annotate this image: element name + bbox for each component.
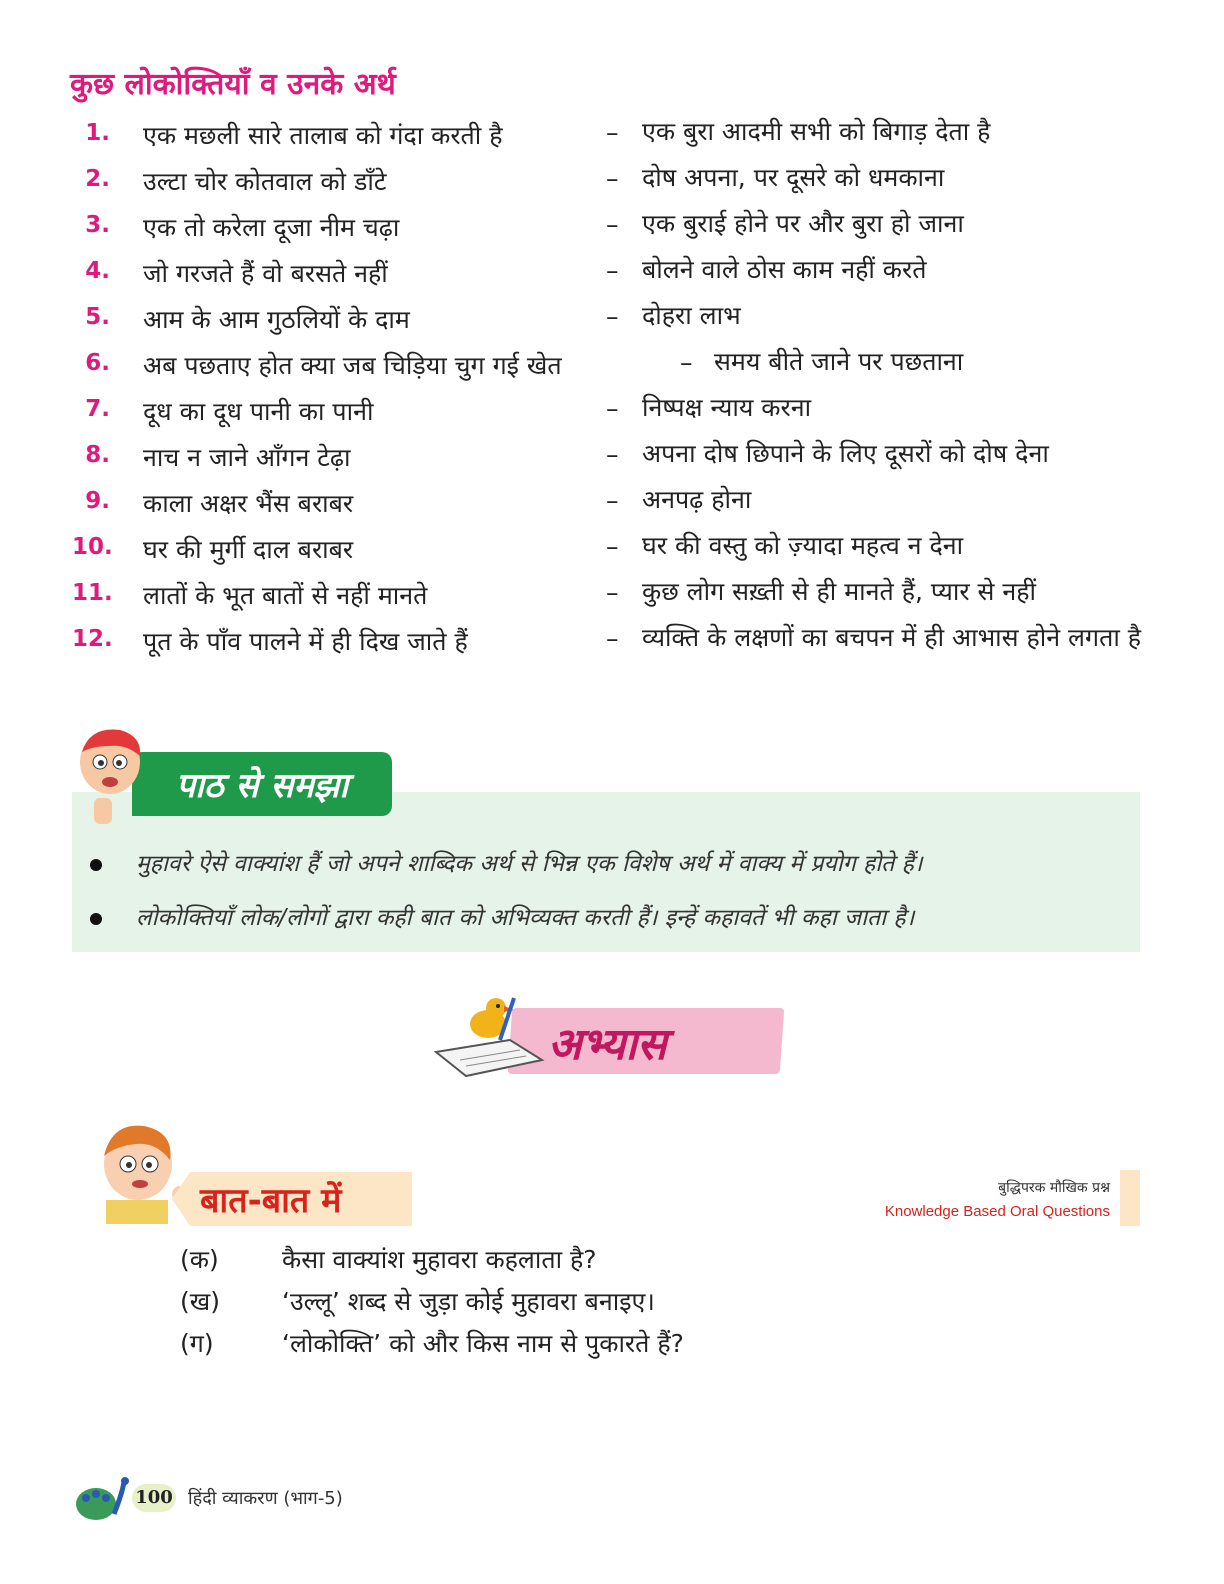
proverb-meaning: एक बुराई होने पर और बुरा हो जाना (642, 209, 964, 238)
proverb-text: लातों के भूत बातों से नहीं मानते (143, 581, 428, 610)
item-number: 3. (85, 212, 110, 238)
proverb-text: आम के आम गुठलियों के दाम (143, 305, 410, 334)
item-number: 8. (85, 442, 110, 468)
list-item (0, 250, 1224, 296)
peacock-icon (74, 1474, 134, 1522)
summary-bullet (90, 846, 923, 878)
proverb-meaning: दोष अपना, पर दूसरे को धमकाना (642, 163, 945, 192)
question-label: (ख) (180, 1287, 220, 1316)
item-number: 7. (85, 396, 110, 422)
proverb-meaning: समय बीते जाने पर पछताना (714, 347, 964, 376)
separator-dash: – (606, 440, 619, 469)
proverb-text: एक तो करेला दूजा नीम चढ़ा (143, 213, 400, 242)
list-item (0, 112, 1224, 158)
list-item (0, 342, 1224, 388)
proverb-text: एक मछली सारे तालाब को गंदा करती है (143, 121, 503, 150)
list-item (0, 526, 1224, 572)
proverb-text: जो गरजते हैं वो बरसते नहीं (143, 259, 388, 288)
proverb-text: घर की मुर्गी दाल बराबर (143, 535, 354, 564)
oral-subtitle-english: Knowledge Based Oral Questions (884, 1203, 1110, 1220)
question-text: ‘लोकोक्ति’ को और किस नाम से पुकारते हैं? (282, 1329, 684, 1358)
question-label: (ग) (180, 1329, 214, 1358)
question-item (180, 1242, 597, 1276)
separator-dash: – (606, 486, 619, 515)
proverb-text: अब पछताए होत क्या जब चिड़िया चुग गई खेत (143, 351, 562, 380)
oral-subtitle-hindi: बुद्धिपरक मौखिक प्रश्न (998, 1180, 1110, 1196)
summary-title: पाठ से समझा (132, 752, 392, 816)
title-arrow-shape (172, 1172, 190, 1226)
item-number: 1. (85, 120, 110, 146)
list-item (0, 434, 1224, 480)
list-item (0, 480, 1224, 526)
proverb-text: पूत के पाँव पालने में ही दिख जाते हैं (143, 627, 468, 656)
proverb-meaning: दोहरा लाभ (642, 301, 741, 330)
separator-dash: – (606, 210, 619, 239)
item-number: 5. (85, 304, 110, 330)
proverb-text: नाच न जाने आँगन टेढ़ा (143, 443, 351, 472)
proverb-meaning: व्यक्ति के लक्षणों का बचपन में ही आभास होने लगता है (642, 623, 1142, 652)
item-number: 4. (85, 258, 110, 284)
separator-dash: – (606, 164, 619, 193)
separator-dash: – (606, 118, 619, 147)
proverb-meaning: बोलने वाले ठोस काम नहीं करते (642, 255, 927, 284)
question-text: ‘उल्लू’ शब्द से जुड़ा कोई मुहावरा बनाइए। (282, 1287, 655, 1316)
question-item (180, 1326, 684, 1360)
proverb-meaning: निष्पक्ष न्याय करना (642, 393, 812, 422)
oral-side-bar (1120, 1170, 1140, 1226)
list-item (0, 572, 1224, 618)
section-heading: कुछ लोकोक्तियाँ व उनके अर्थ (70, 67, 396, 102)
item-number: 6. (85, 350, 110, 376)
question-text: कैसा वाक्यांश मुहावरा कहलाता है? (282, 1245, 597, 1274)
page-number: 100 (132, 1484, 176, 1512)
proverb-meaning: एक बुरा आदमी सभी को बिगाड़ देता है (642, 117, 991, 146)
proverb-meaning: अनपढ़ होना (642, 485, 752, 514)
separator-dash: – (680, 348, 693, 377)
proverb-text: दूध का दूध पानी का पानी (143, 397, 374, 426)
list-item (0, 158, 1224, 204)
bullet-text: लोकोक्तियाँ लोक/लोगों द्वारा कही बात को अभिव्यक्त करती हैं। इन्हें कहावतें भी कहा जाता है। (136, 905, 915, 931)
item-number: 11. (72, 580, 113, 606)
bird-writing-illustration (430, 990, 550, 1080)
oral-section-title: बात-बात में (200, 1181, 342, 1221)
bullet-icon (90, 859, 102, 871)
separator-dash: – (606, 578, 619, 607)
list-item (0, 204, 1224, 250)
question-label: (क) (180, 1245, 219, 1274)
separator-dash: – (606, 256, 619, 285)
summary-bullet (90, 900, 914, 932)
exercise-title: अभ्यास (548, 1019, 667, 1070)
proverb-text: काला अक्षर भैंस बराबर (143, 489, 354, 518)
list-item (0, 296, 1224, 342)
book-title: हिंदी व्याकरण (भाग-5) (188, 1488, 343, 1509)
bullet-text: मुहावरे ऐसे वाक्यांश हैं जो अपने शाब्दिक अर्थ से भिन्न एक विशेष अर्थ में वाक्य में प्रयोग होते हैं। (136, 851, 923, 877)
separator-dash: – (606, 394, 619, 423)
list-item (0, 618, 1224, 706)
list-item (0, 388, 1224, 434)
item-number: 10. (72, 534, 113, 560)
separator-dash: – (606, 302, 619, 331)
item-number: 2. (85, 166, 110, 192)
proverb-meaning: कुछ लोग सख़्ती से ही मानते हैं, प्यार से नहीं (642, 577, 1037, 606)
proverb-meaning: अपना दोष छिपाने के लिए दूसरों को दोष देना (642, 439, 1049, 468)
item-number: 12. (72, 626, 113, 652)
separator-dash: – (606, 532, 619, 561)
proverb-text: उल्टा चोर कोतवाल को डाँटे (143, 167, 387, 196)
boy-mascot-illustration (70, 722, 150, 826)
separator-dash: – (606, 624, 619, 653)
proverb-meaning: घर की वस्तु को ज़्यादा महत्व न देना (642, 531, 964, 560)
bullet-icon (90, 913, 102, 925)
proverb-list (0, 112, 1224, 706)
question-item (180, 1284, 655, 1318)
item-number: 9. (85, 488, 110, 514)
